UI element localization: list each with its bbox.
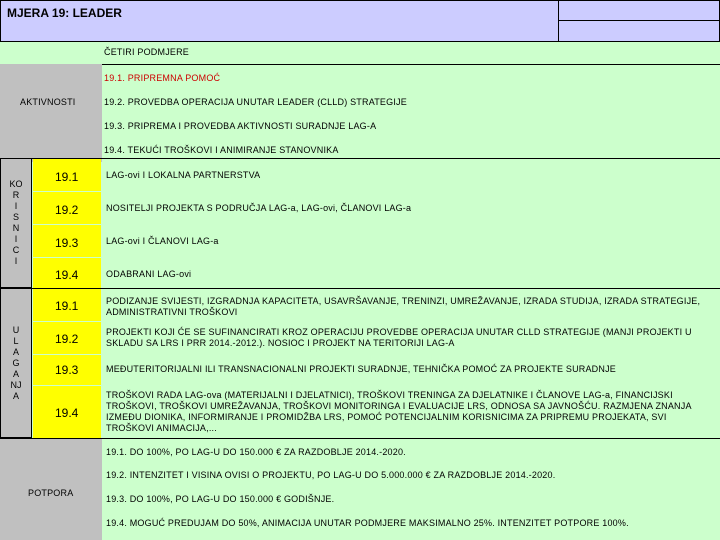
potpora-label: POTPORA: [28, 488, 74, 498]
ulaganja-text-4: TROŠKOVI RADA LAG-ova (MATERIJALNI I DJELATNICI), TROŠKOVI TRENINGA ZA DJELATNIKE I ČLANOVE LAG-a, FINANCIJSKI TROŠKOVI, TROŠKOVI UMREŽAVANJA, TROŠKOVI MONITORINGA I EVALUACIJE LRS, ODNOSA SA JAVNOŠĆU. RAZMJENA ZNANJA IZMEĐU DIONIKA, INFORMIRANJE I PROMIDŽBA LRS, POMOĆ POTENCIJALNIM KORISNICIMA ZA PRIPREMU PROJEKATA, SVI TROŠKOVI ANIMACIJA,...: [106, 390, 692, 433]
aktivnost-item-3: 19.3. PRIPREMA I PROVEDBA AKTIVNOSTI SURADNJE LAG-A: [104, 121, 377, 131]
divider: [102, 64, 720, 65]
ulaganja-num-3: 19.3: [33, 355, 101, 385]
korisnici-label: KO R I S N I C I: [9, 179, 23, 266]
korisnici-num-3: 19.3: [33, 225, 101, 257]
page-title: MJERA 19: LEADER: [0, 0, 560, 42]
ulaganja-text-3: MEĐUTERITORIJALNI ILI TRANSNACIONALNI PROJEKTI SURADNJE, TEHNIČKA POMOĆ ZA PROJEKTE SURADNJE: [106, 364, 616, 374]
korisnici-num-1: 19.1: [33, 159, 101, 191]
korisnici-num-2: 19.2: [33, 192, 101, 224]
aktivnost-item-1: 19.1. PRIPREMNA POMOĆ: [104, 73, 221, 83]
potpora-item-3: 19.3. DO 100%, PO LAG-U DO 150.000 € GODIŠNJE.: [106, 494, 335, 504]
divider: [32, 288, 720, 289]
divider: [32, 158, 720, 159]
korisnici-num-4: 19.4: [33, 258, 101, 288]
ulaganja-text-2: PROJEKTI KOJI ĆE SE SUFINANCIRATI KROZ OPERACIJU PROVEDBE OPERACIJA UNUTAR CLLD STRATEGIJE (MANJI PROJEKTI U SKLADU SA LRS I PRR 2014.-2012.). NOSIOC I PROJEKT NA TERITORIJI LAG-A: [106, 327, 692, 348]
korisnici-text-3: LAG-ovi I ČLANOVI LAG-a: [106, 236, 219, 246]
aktivnosti-label: AKTIVNOSTI: [20, 97, 76, 107]
korisnici-text-2: NOSITELJI PROJEKTA S PODRUČJA LAG-a, LAG-ovi, ČLANOVI LAG-a: [106, 203, 412, 213]
ulaganja-text-1: PODIZANJE SVIJESTI, IZGRADNJA KAPACITETA, USAVRŠAVANJE, TRENINZI, UMREŽAVANJE, IZRADA STUDIJA, IZRADA STRATEGIJE, ADMINISTRATIVNI TROŠKOVI: [106, 296, 701, 317]
potpora-item-1: 19.1. DO 100%, PO LAG-U DO 150.000 € ZA RAZDOBLJE 2014.-2020.: [106, 447, 406, 457]
ulaganja-num-4: 19.4: [33, 386, 101, 438]
aktivnost-item-2: 19.2. PROVEDBA OPERACIJA UNUTAR LEADER (CLLD) STRATEGIJE: [104, 97, 407, 107]
potpora-item-2: 19.2. INTENZITET I VISINA OVISI O PROJEKTU, PO LAG-U DO 5.000.000 € ZA RAZDOBLJE 2014.-2020.: [106, 470, 556, 480]
ulaganja-label: U L A G A NJ A: [10, 325, 22, 401]
divider: [0, 438, 720, 439]
korisnici-text-4: ODABRANI LAG-ovi: [106, 269, 192, 279]
section-header: ČETIRI PODMJERE: [104, 47, 190, 57]
ulaganja-num-1: 19.1: [33, 289, 101, 321]
ulaganja-num-2: 19.2: [33, 322, 101, 354]
header-box-top: [558, 0, 720, 22]
potpora-item-4: 19.4. MOGUĆ PREDUJAM DO 50%, ANIMACIJA UNUTAR PODMJERE MAKSIMALNO 25%. INTENZITET POTPORE 100%.: [106, 518, 629, 528]
aktivnosti-label-cell: [0, 64, 102, 162]
korisnici-text-1: LAG-ovi I LOKALNA PARTNERSTVA: [106, 170, 261, 180]
aktivnost-item-4: 19.4. TEKUĆI TROŠKOVI I ANIMIRANJE STANOVNIKA: [104, 145, 339, 155]
header-box-bottom: [558, 20, 720, 42]
